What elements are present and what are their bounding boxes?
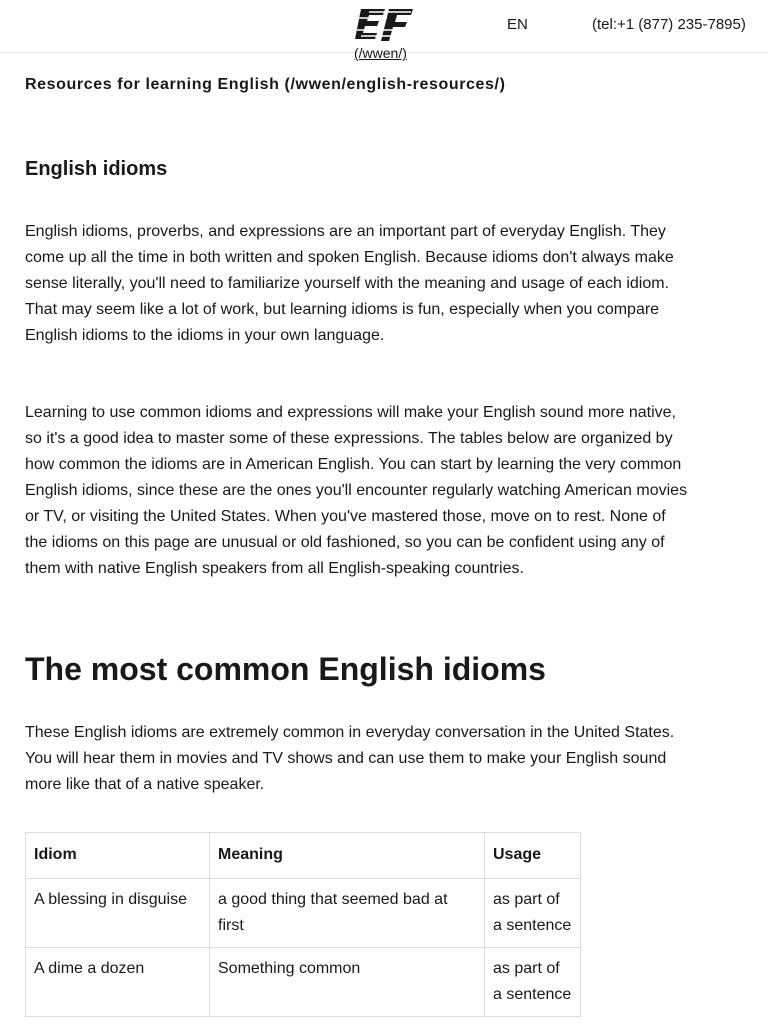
column-header-usage: Usage (485, 833, 581, 879)
top-navigation-bar (0, 0, 768, 61)
column-header-meaning: Meaning (210, 833, 485, 879)
idiom-cell: A blessing in disguise (26, 879, 210, 948)
idioms-table (25, 832, 581, 1017)
idiom-cell: A dime a dozen (26, 948, 210, 1017)
home-link[interactable]: (/wwen/) (354, 45, 407, 61)
table-row (26, 948, 581, 1017)
common-idioms-heading: The most common English idioms (25, 651, 546, 687)
usage-cell: as part of a sentence (485, 879, 581, 948)
table-row (26, 879, 581, 948)
ef-logo-icon[interactable] (355, 6, 415, 44)
meaning-cell: a good thing that seemed bad at first (210, 879, 485, 948)
section-title: English idioms (25, 158, 168, 180)
table-header-row (26, 833, 581, 879)
usage-cell: as part of a sentence (485, 948, 581, 1017)
meaning-cell: Something common (210, 948, 485, 1017)
language-selector[interactable]: EN (507, 16, 528, 33)
phone-link[interactable]: (tel:+1 (877) 235-7895) (592, 16, 746, 33)
breadcrumb-resources-link[interactable]: Resources for learning English (/wwen/english-resources/) (25, 76, 506, 93)
column-header-idiom: Idiom (26, 833, 210, 879)
intro-paragraph-2: Learning to use common idioms and expressions will make your English sound more native, so it's a good idea to master some of these expressions. The tables below are organized by how common the idioms are in American English. You can start by learning the very common English idioms, since these are the ones you'll encounter regularly watching American movies or TV, or visiting the United States. When you've mastered those, move on to rest. None of the idioms on this page are unusual or old fashioned, so you can be confident using any of them with native English speakers from all English-speaking countries. (25, 404, 688, 577)
intro-paragraph-1: English idioms, proverbs, and expressions are an important part of everyday English. They come up all the time in both written and spoken English. Because idioms don't always make sense literally, you'll need to familiarize yourself with the meaning and usage of each idiom. That may seem like a lot of work, but learning idioms is fun, especially when you compare English idioms to the idioms in your own language. (25, 223, 674, 344)
common-idioms-paragraph: These English idioms are extremely common in everyday conversation in the United States. You will hear them in movies and TV shows and can use them to make your English sound more like that of a native speaker. (25, 724, 675, 793)
